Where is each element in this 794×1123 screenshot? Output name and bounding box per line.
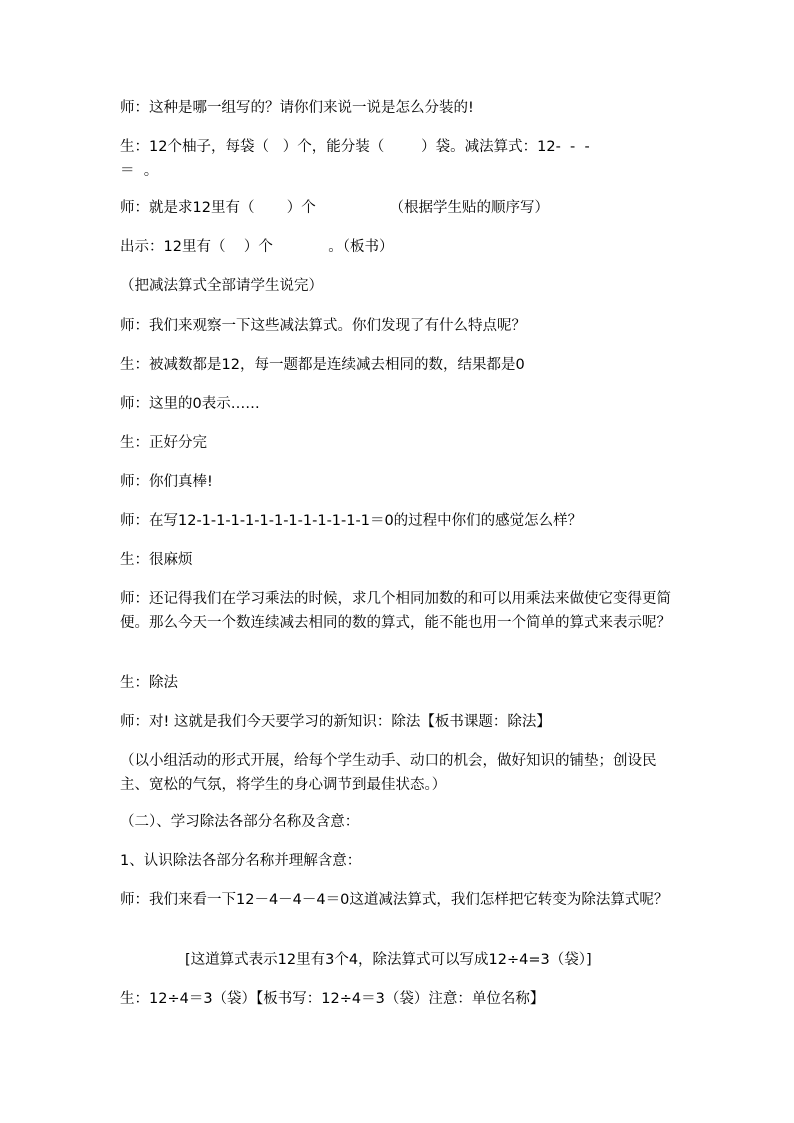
paragraph-teacher-recall: 师：还记得我们在学习乘法的时候，求几个相同加数的和可以用乘法来做使它变得更简便。那么今天一个数连续减去相同的数的算式，能不能也用一个简单的算式来表示呢？ [120, 591, 671, 631]
paragraph-teacher-convert: 师：我们来看一下12－4－4－4＝0这道减法算式，我们怎样把它转变为除法算式呢？ [120, 892, 669, 908]
paragraph-student-trouble: 生：很麻烦 [120, 552, 193, 568]
paragraph-teacher-find: 师：就是求12里有（ ）个 （根据学生贴的顺序写） [120, 200, 549, 216]
paragraph-student-done: 生：正好分完 [120, 435, 207, 451]
paragraph-teacher-feeling: 师：在写12-1-1-1-1-1-1-1-1-1-1-1-1＝0的过程中你们的感觉怎么样？ [120, 513, 583, 529]
subsection-heading-1: 1、认识除法各部分名称并理解含意： [120, 853, 362, 869]
paragraph-show-board: 出示：12里有（ ）个 。（板书） [120, 239, 394, 255]
paragraph-teacher-topic: 师：对! 这就是我们今天要学习的新知识：除法【板书课题：除法】 [120, 714, 551, 730]
paragraph-student-packing: 生：12个柚子，每袋（ ）个，能分装（ ）袋。减法算式：12- - - ＝ 。 [120, 139, 590, 179]
paragraph-teacher-praise: 师：你们真棒! [120, 474, 213, 490]
paragraph-student-features: 生：被减数都是12，每一题都是连续减去相同的数，结果都是0 [120, 357, 525, 373]
paragraph-teacher-question: 师：这种是哪一组写的？请你们来说一说是怎么分装的! [120, 100, 474, 116]
paragraph-teacher-zero: 师：这里的0表示…… [120, 396, 260, 412]
paragraph-activity-note: （以小组活动的形式开展，给每个学生动手、动口的机会，做好知识的铺垫；创设民主、宽松的气氛，将学生的身心调节到最佳状态。） [120, 753, 657, 793]
paragraph-note-subtraction: （把减法算式全部请学生说完） [120, 278, 323, 294]
paragraph-teacher-observe: 师：我们来观察一下这些减法算式。你们发现了有什么特点呢？ [120, 318, 526, 334]
paragraph-explanation: [这道算式表示12里有3个4，除法算式可以写成12÷4=3（袋）] [185, 952, 592, 968]
paragraph-student-answer: 生：12÷4＝3（袋）【板书写：12÷4＝3（袋）注意：单位名称】 [120, 991, 545, 1007]
paragraph-student-division: 生：除法 [120, 675, 178, 691]
section-heading-2: （二）、学习除法各部分名称及含意： [120, 814, 360, 830]
